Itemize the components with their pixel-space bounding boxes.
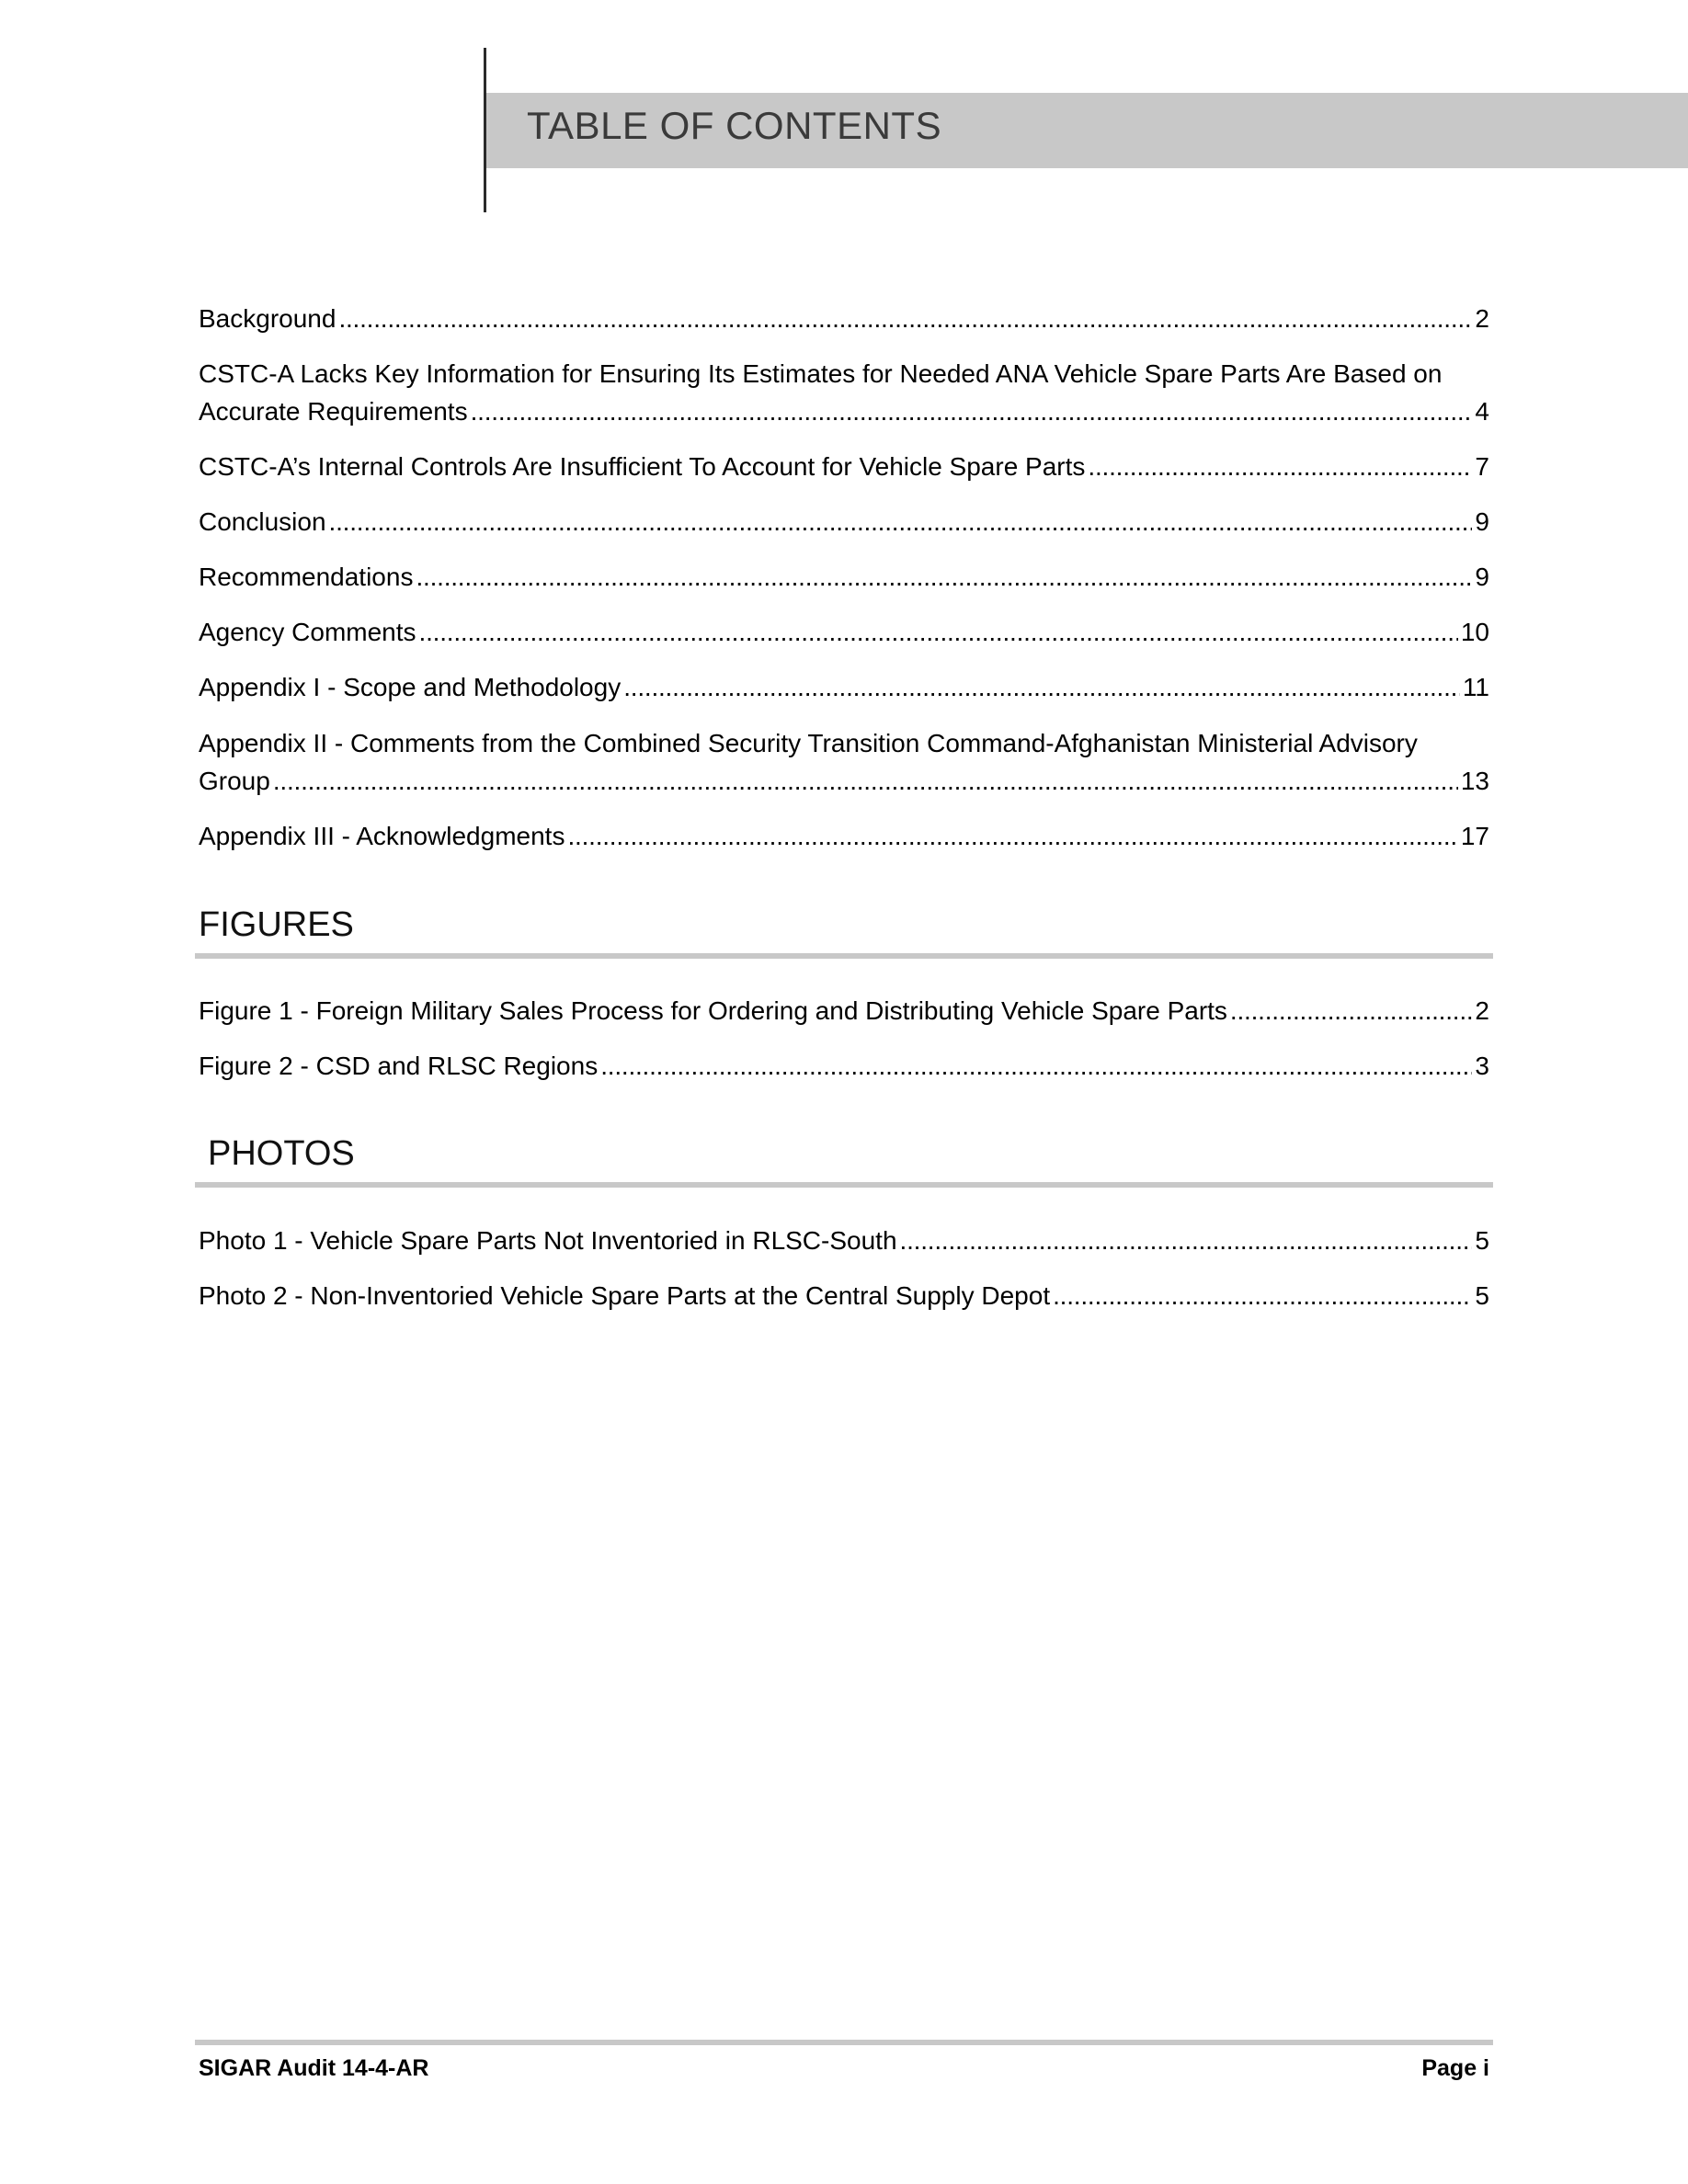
toc-leader-dots (1053, 1277, 1472, 1314)
toc-entry-page: 17 (1460, 822, 1489, 850)
toc-entry-title: Recommendations (199, 563, 414, 591)
toc-entry-page: 2 (1475, 304, 1489, 333)
toc-entry-title: Photo 1 - Vehicle Spare Parts Not Inventoried in RLSC-South (199, 1226, 897, 1255)
toc-entry-page: 11 (1462, 673, 1489, 701)
toc-entry-title: Background (199, 304, 336, 333)
toc-entry-title-line1: Appendix II - Comments from the Combined Security Transition Command-Afghanistan Ministerial Advisory (199, 729, 1418, 757)
toc-entry-title: CSTC-A’s Internal Controls Are Insufficient To Account for Vehicle Spare Parts (199, 452, 1086, 481)
toc-entry-page: 5 (1475, 1226, 1489, 1255)
toc-entry-figure-2[interactable] (199, 1047, 1489, 1085)
toc-entry-title: Figure 2 - CSD and RLSC Regions (199, 1052, 599, 1080)
toc-entry-appendix-iii[interactable] (199, 817, 1489, 855)
toc-entry-page: 2 (1475, 996, 1489, 1025)
toc-leader-dots (900, 1222, 1473, 1259)
toc-entry-photo-2[interactable] (199, 1277, 1489, 1314)
toc-leader-dots (419, 613, 1458, 651)
toc-entry-cstc-a-lacks-key-information[interactable] (199, 355, 1489, 430)
toc-entry-title-line1: CSTC-A Lacks Key Information for Ensuring Its Estimates for Needed ANA Vehicle Spare Parts Are Based on (199, 359, 1443, 388)
footer-report-id: SIGAR Audit 14-4-AR (199, 2055, 429, 2081)
toc-entry-title: Photo 2 - Non-Inventoried Vehicle Spare Parts at the Central Supply Depot (199, 1281, 1051, 1310)
toc-entry-title-line2: Group (199, 767, 270, 795)
toc-leader-dots (623, 668, 1460, 706)
figures-heading: FIGURES (199, 905, 354, 944)
toc-entry-page: 9 (1475, 563, 1489, 591)
toc-entry-conclusion[interactable] (199, 503, 1489, 540)
toc-leader-dots (1088, 448, 1472, 485)
toc-entry-title-line2: Accurate Requirements (199, 397, 468, 426)
footer-page-number: Page i (1421, 2055, 1489, 2081)
toc-entry-photo-1[interactable] (199, 1222, 1489, 1259)
toc-entry-page: 7 (1475, 452, 1489, 481)
toc-entry-page: 5 (1475, 1281, 1489, 1310)
toc-entry-figure-1[interactable] (199, 992, 1489, 1029)
toc-entry-page: 10 (1460, 618, 1489, 646)
toc-entry-title: Agency Comments (199, 618, 416, 646)
toc-leader-dots (600, 1047, 1472, 1085)
toc-leader-dots (471, 392, 1473, 430)
toc-leader-dots (416, 558, 1472, 596)
toc-leader-dots (329, 503, 1473, 540)
toc-leader-dots (1230, 992, 1473, 1029)
toc-entry-page: 4 (1475, 397, 1489, 426)
toc-entry-recommendations[interactable] (199, 558, 1489, 596)
toc-entry-title: Conclusion (199, 507, 326, 536)
toc-entry-agency-comments[interactable] (199, 613, 1489, 651)
toc-entry-appendix-ii[interactable] (199, 724, 1489, 800)
toc-leader-dots (338, 300, 1472, 337)
toc-entry-background[interactable] (199, 300, 1489, 337)
toc-entry-internal-controls[interactable] (199, 448, 1489, 485)
figures-divider (195, 953, 1493, 959)
toc-entry-page: 3 (1475, 1052, 1489, 1080)
page-title: TABLE OF CONTENTS (527, 104, 942, 147)
toc-entry-title: Appendix III - Acknowledgments (199, 822, 565, 850)
toc-leader-dots (273, 762, 1458, 800)
toc-leader-dots (567, 817, 1457, 855)
footer-divider (195, 2040, 1493, 2045)
photos-divider (195, 1182, 1493, 1188)
toc-entry-page: 9 (1475, 507, 1489, 536)
toc-entry-appendix-i[interactable] (199, 668, 1489, 706)
toc-entry-page: 13 (1460, 767, 1489, 795)
toc-entry-title: Figure 1 - Foreign Military Sales Process for Ordering and Distributing Vehicle Spare Parts (199, 996, 1227, 1025)
photos-heading: PHOTOS (208, 1134, 355, 1173)
toc-entry-title: Appendix I - Scope and Methodology (199, 673, 622, 701)
title-band (486, 93, 1688, 168)
